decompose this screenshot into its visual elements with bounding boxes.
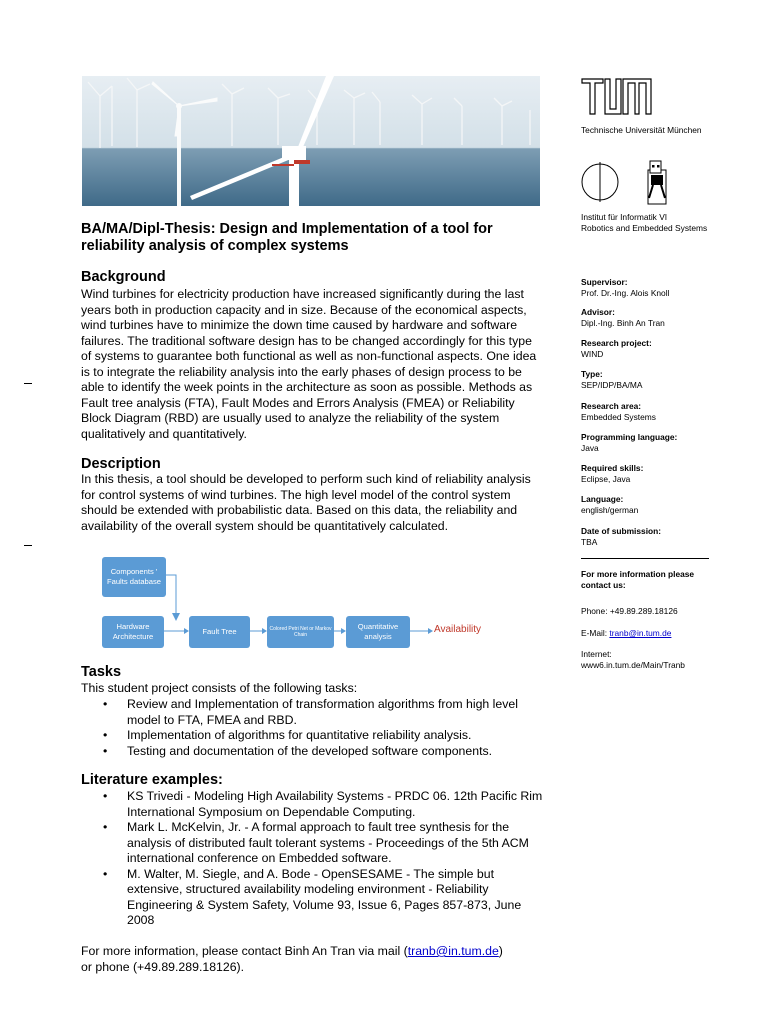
- field-label: Required skills:: [581, 463, 644, 473]
- contact-heading: For more information please contact us:: [581, 569, 695, 590]
- field-label: Date of submission:: [581, 526, 662, 536]
- field-value: Prof. Dr.-Ing. Alois Knoll: [581, 287, 670, 298]
- tasks-list: [81, 697, 543, 759]
- email-row: [581, 628, 751, 639]
- research-project-field: [581, 338, 751, 359]
- institute-name: [581, 212, 751, 233]
- institute-line: Institut für Informatik VI: [581, 212, 668, 222]
- research-area-field: [581, 401, 751, 422]
- margin-mark: [24, 383, 32, 384]
- field-label: Advisor:: [581, 307, 615, 317]
- email-link[interactable]: tranb@in.tum.de: [609, 628, 672, 638]
- field-value: WIND: [581, 348, 604, 359]
- field-label: Research project:: [581, 338, 652, 348]
- analysis-flow-diagram: [100, 555, 520, 650]
- list-item: • Review and Implementation of transformation algorithms from high level model to FTA, FMEA and RBD.: [81, 697, 543, 728]
- university-name: Technische Universität München: [581, 125, 702, 135]
- programming-language-field: [581, 432, 751, 453]
- type-field: [581, 369, 751, 390]
- sidebar: [581, 70, 751, 690]
- list-item: • Mark L. McKelvin, Jr. - A formal approach to fault tree synthesis for the analysis of distributed fault tolerant systems - Proceedings of the 5th ACM international conference on Embedded software.: [81, 820, 543, 867]
- availability-label: Availability: [434, 624, 482, 635]
- list-item: • M. Walter, M. Siegle, and A. Bode - OpenSESAME - The simple but extensive, structured availability modeling environment - Reliability Engineering & System Safety, Volume 93, Issue 6, Pages 857-873, June 2008: [81, 867, 543, 929]
- field-value: www6.in.tum.de/Main/Tranb: [581, 659, 685, 670]
- language-field: [581, 494, 751, 515]
- field-label: Language:: [581, 494, 624, 504]
- field-label: Supervisor:: [581, 277, 628, 287]
- quantitative-analysis-box: Quantitative analysis: [346, 616, 410, 648]
- footer-email-link[interactable]: tranb@in.tum.de: [407, 944, 499, 958]
- field-value: Eclipse, Java: [581, 473, 631, 484]
- list-item: • Implementation of algorithms for quantitative reliability analysis.: [81, 728, 543, 744]
- margin-mark: [24, 545, 32, 546]
- literature-heading: Literature examples:: [81, 772, 223, 788]
- field-value: SEP/IDP/BA/MA: [581, 379, 643, 390]
- phone-text: Phone: +49.89.289.18126: [581, 606, 678, 616]
- fault-tree-box: Fault Tree: [189, 616, 250, 648]
- supervisor-field: [581, 277, 751, 298]
- field-label: Programming language:: [581, 432, 678, 442]
- background-text: Wind turbines for electricity production have increased significantly during the last years both in production capacity and in size. Because of the economical aspects, wind turbines have to minimize the down time caused by hardware and software failures. The traditional software design has to be changed accordingly for this type of systems to guarantee both functional as well as non-functional aspects. One idea is to integrate the reliability analysis into the early phases of design process to be able to identify the week points in the architecture as soon as possible. Methods as Fault tree analysis (FTA), Fault Modes and Errors Analysis (FMEA) or Reliability Block Diagram (RBD) are usually used to analyze the reliability of the system qualitatively and quantitatively.: [81, 287, 537, 441]
- institute-line: Robotics and Embedded Systems: [581, 222, 708, 233]
- tasks-intro: This student project consists of the following tasks:: [81, 681, 358, 695]
- components-faults-database-box: Components ' Faults database: [102, 557, 166, 597]
- tum-logo-icon: [581, 78, 653, 116]
- field-label: Internet:: [581, 649, 612, 659]
- contact-footer: [81, 944, 543, 975]
- description-text: In this thesis, a tool should be developed to perform such kind of reliability analysis for control systems of wind turbines. The high level model of the control system should be extended with probabilistic data. Based on this data, the reliability and availability of the overall system should be quantitatively calculated.: [81, 472, 531, 533]
- advisor-field: [581, 307, 751, 328]
- background-heading: Background: [81, 269, 166, 285]
- field-value: Embedded Systems: [581, 411, 656, 422]
- field-label: Research area:: [581, 401, 642, 411]
- field-label: Type:: [581, 369, 603, 379]
- tasks-heading: Tasks: [81, 664, 122, 680]
- required-skills-field: [581, 463, 751, 484]
- footer-phone: or phone (+49.89.289.18126).: [81, 959, 245, 974]
- field-value: TBA: [581, 536, 598, 547]
- field-value: Java: [581, 442, 599, 453]
- literature-list: [81, 789, 543, 929]
- submission-date-field: [581, 526, 751, 547]
- divider: [581, 558, 709, 559]
- internet-field: [581, 649, 751, 670]
- email-label: E-Mail:: [581, 628, 608, 638]
- institute-logos-icon: [581, 158, 676, 206]
- footer-text-end: ): [498, 944, 503, 958]
- description-heading: Description: [81, 456, 161, 472]
- petri-net-markov-box: Colored Petri Net or Markov Chain: [267, 616, 334, 648]
- hardware-architecture-box: Hardware Architecture: [102, 616, 164, 648]
- field-value: english/german: [581, 504, 639, 515]
- page-title: BA/MA/Dipl-Thesis: Design and Implementation of a tool for reliability analysis of complex systems: [81, 221, 493, 254]
- footer-text: For more information, please contact Binh An Tran via mail (: [81, 944, 408, 958]
- list-item: • Testing and documentation of the developed software components.: [81, 744, 543, 760]
- field-value: Dipl.-Ing. Binh An Tran: [581, 317, 665, 328]
- wind-turbine-photo: [82, 76, 540, 206]
- list-item: • KS Trivedi - Modeling High Availability Systems - PRDC 06. 12th Pacific Rim International Symposium on Dependable Computing.: [81, 789, 543, 820]
